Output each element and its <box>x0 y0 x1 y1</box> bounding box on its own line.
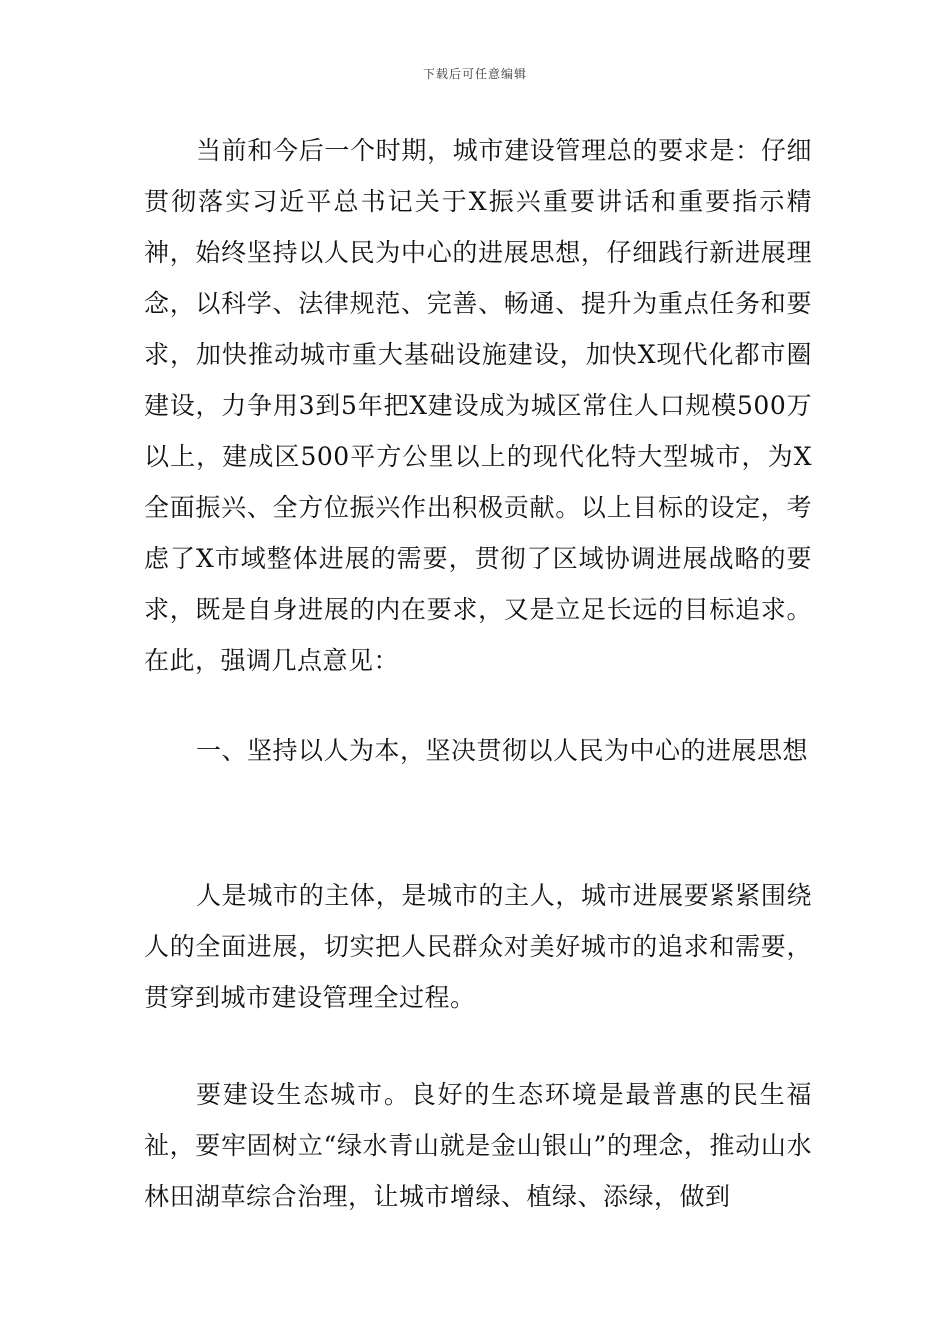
paragraph-2: 人是城市的主体，是城市的主人，城市进展要紧紧围绕人的全面进展，切实把人民群众对美好城市的追求和需要，贯穿到城市建设管理全过程。 <box>144 881 812 1012</box>
paragraph-3: 要建设生态城市。良好的生态环境是最普惠的民生福祉，要牢固树立“绿水青山就是金山银山”的理念，推动山水林田湖草综合治理，让城市增绿、植绿、添绿，做到 <box>144 1080 812 1211</box>
paragraph-1: 当前和今后一个时期，城市建设管理总的要求是：仔细贯彻落实习近平总书记关于X振兴重要讲话和重要指示精神，始终坚持以人民为中心的进展思想，仔细践行新进展理念，以科学、法律规范、完善、畅通、提升为重点任务和要求，加快推动城市重大基础设施建设，加快X现代化都市圈建设，力争用3到5年把X建设成为城区常住人口规模500万以上，建成区500平方公里以上的现代化特大型城市，为X全面振兴、全方位振兴作出积极贡献。以上目标的设定，考虑了X市域整体进展的需要，贯彻了区域协调进展战略的要求，既是自身进展的内在要求，又是立足长远的目标追求。在此，强调几点意见： <box>144 136 812 675</box>
section-heading-1: 一、坚持以人为本，坚决贯彻以人民为中心的进展思想 <box>196 736 809 765</box>
header-note: 下载后可任意编辑 <box>422 67 527 81</box>
